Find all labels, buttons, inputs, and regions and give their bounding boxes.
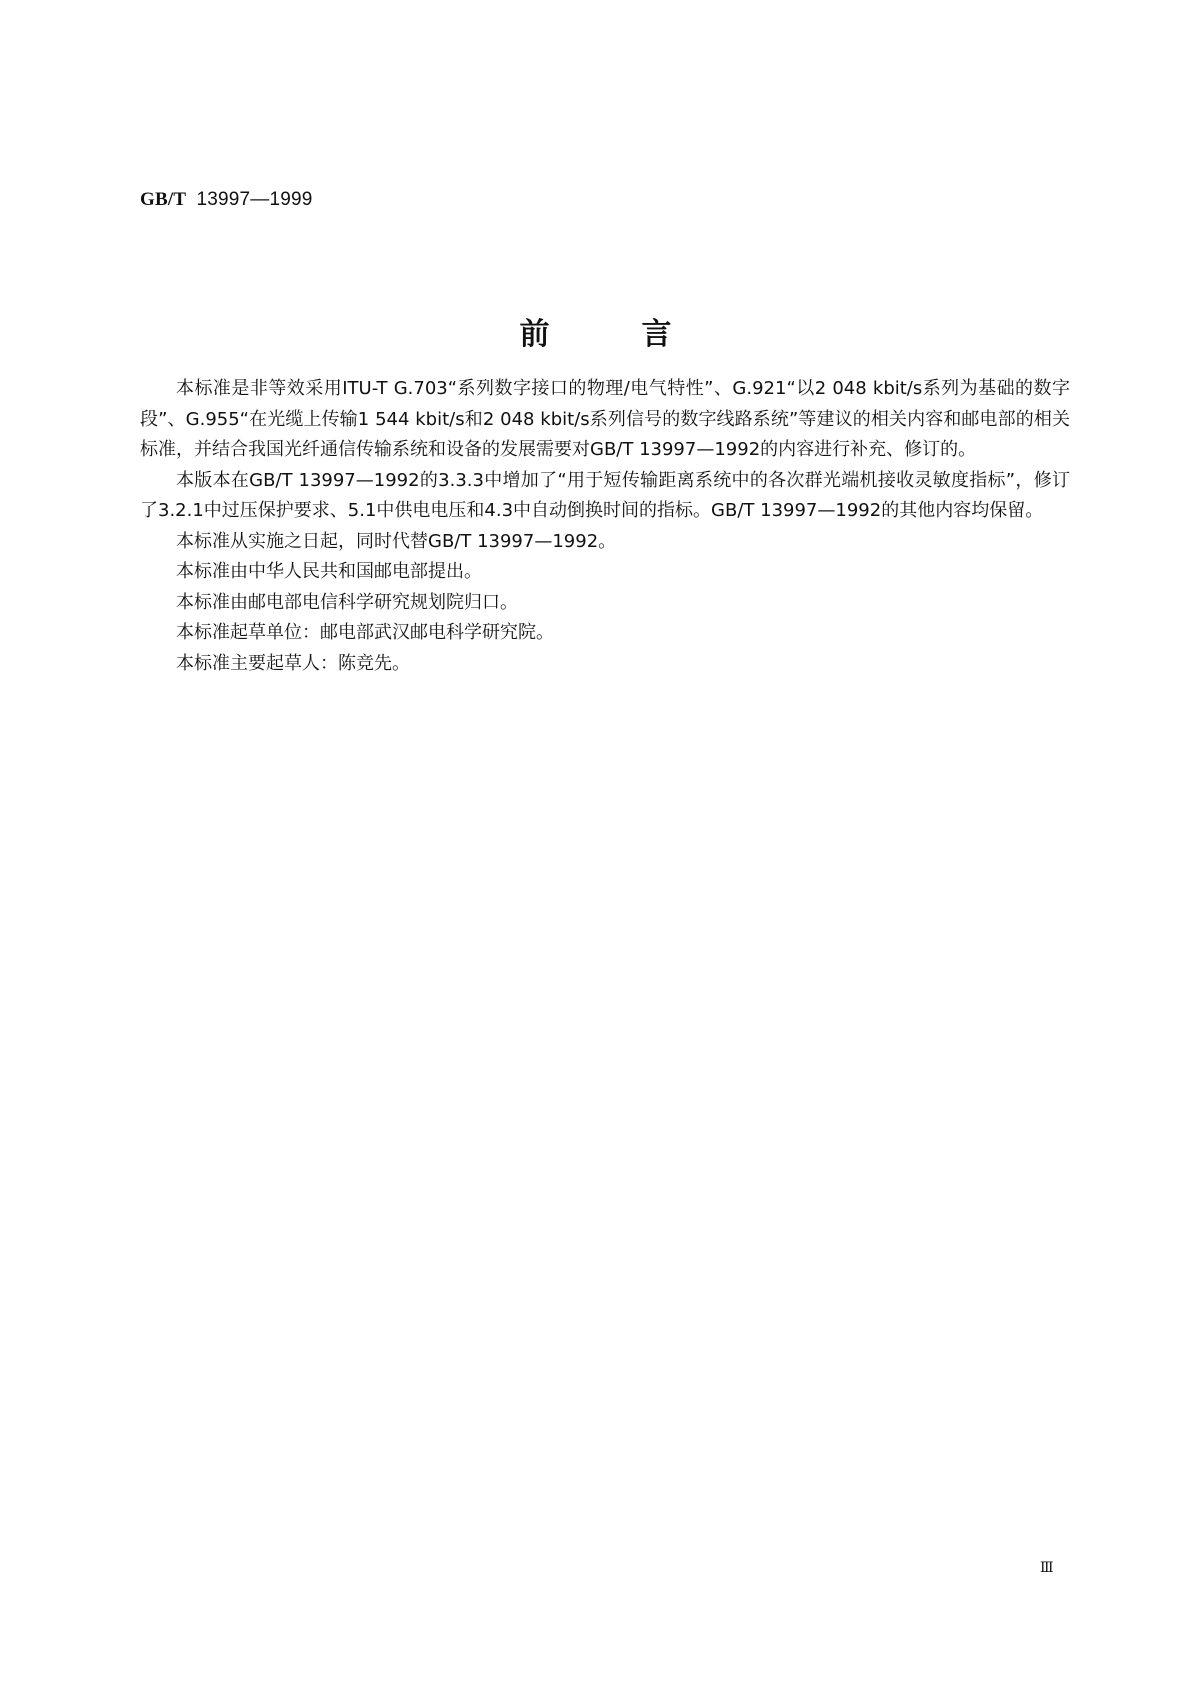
standard-number: 13997—1999	[196, 189, 313, 210]
standard-header	[140, 188, 313, 211]
paragraph: 本标准起草单位：邮电部武汉邮电科学研究院。	[176, 622, 554, 643]
paragraph: 本标准是非等效采用ITU-T G.703“系列数字接口的物理/电气特性”、G.921“以2 048 kbit/s系列为基础的数字段”、G.955“在光缆上传输1 544 kbit/s和2 048 kbit/s系列信号的数字线路系统”等建议的相关内容和邮电部的相关标准，并结合我国光纤通信传输系统和设备的发展需要对GB/T 13997—1992的内容进行补充、修订的。	[140, 378, 1070, 460]
page-number: Ⅲ	[1040, 1560, 1054, 1576]
paragraph: 本标准从实施之日起，同时代替GB/T 13997—1992。	[176, 530, 617, 552]
paragraph: 本标准主要起草人：陈竞先。	[176, 652, 410, 674]
standard-code: GB/T	[140, 189, 187, 210]
paragraph: 本标准由中华人民共和国邮电部提出。	[176, 561, 482, 582]
paragraph: 本标准由邮电部电信科学研究规划院归口。	[176, 591, 518, 613]
foreword-body	[140, 374, 1070, 679]
paragraph: 本版本在GB/T 13997—1992的3.3.3中增加了“用于短传输距离系统中的各次群光端机接收灵敏度指标”，修订了3.2.1中过压保护要求、5.1中供电电压和4.3中自动倒换时间的指标。GB/T 13997—1992的其他内容均保留。	[140, 469, 1070, 521]
page-title: 前言	[519, 317, 764, 352]
